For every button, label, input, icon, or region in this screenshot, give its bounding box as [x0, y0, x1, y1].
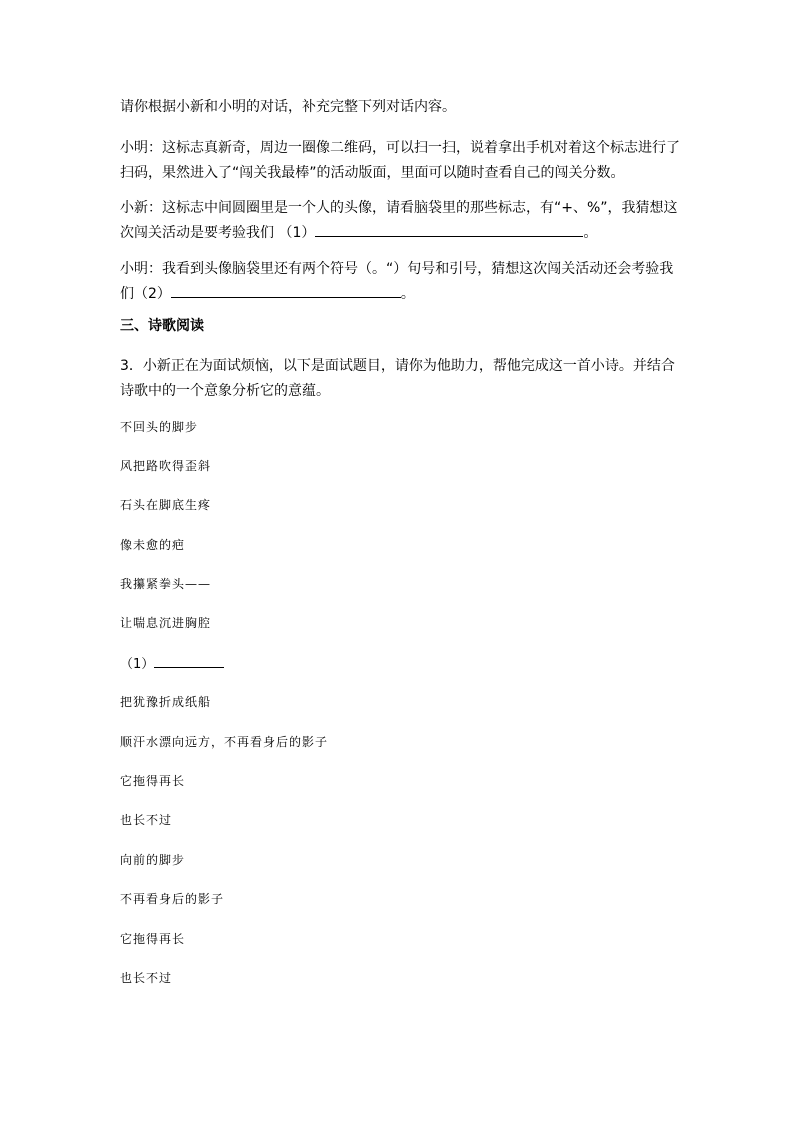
answer-blank-1[interactable] — [315, 222, 583, 237]
poem-answer-blank[interactable] — [154, 654, 224, 668]
blank-prefix: 们（2） — [120, 286, 171, 302]
poem-line: 也长不过 — [120, 813, 173, 827]
question-3 — [120, 354, 680, 404]
dialogue-line-with-blank — [120, 221, 680, 246]
dialogue-line: 小新：这标志中间圆圈里是一个人的头像，请看脑袋里的那些标志，有“+、%”，我猜想这 — [120, 200, 678, 216]
poem-line: 向前的脚步 — [120, 853, 186, 867]
poem-line: 顺汗水漂向远方，不再看身后的影子 — [120, 735, 329, 749]
dialogue-line-with-blank — [120, 282, 680, 307]
document-page — [120, 0, 680, 1123]
dialogue-xiaoming-2 — [120, 257, 680, 307]
question-line: 诗歌中的一个意象分析它的意蕴。 — [120, 383, 330, 399]
dialogue-line: 小明：这标志真新奇，周边一圈像二维码，可以扫一扫，说着拿出手机对着这个标志进行了 — [120, 140, 680, 156]
poem-line: 让喘息沉进胸腔 — [120, 616, 212, 630]
answer-blank-2[interactable] — [171, 283, 401, 298]
poem-line: 也长不过 — [120, 971, 173, 985]
intro-text: 请你根据小新和小明的对话，补充完整下列对话内容。 — [120, 99, 456, 115]
dialogue-line: 扫码，果然进入了“闯关我最棒”的活动版面，里面可以随时查看自己的闯关分数。 — [120, 165, 625, 181]
blank-suffix: 。 — [400, 286, 415, 302]
section-heading: 三、诗歌阅读 — [120, 318, 204, 334]
blank-suffix: 。 — [583, 225, 598, 241]
poem-line: 不再看身后的影子 — [120, 892, 225, 906]
dialogue-line: 小明：我看到头像脑袋里还有两个符号（。“）句号和引号，猜想这次闯关活动还会考验我 — [120, 261, 674, 277]
poem-line: 像未愈的疤 — [120, 538, 186, 552]
poem-line: 它拖得再长 — [120, 774, 186, 788]
dialogue-xiaoming-1 — [120, 136, 680, 186]
blank-prefix: 次闯关活动是要考验我们 （1） — [120, 225, 316, 241]
poem-blank-label: （1） — [120, 657, 155, 672]
poem-line: 它拖得再长 — [120, 932, 186, 946]
poem-blank-line — [120, 654, 224, 674]
intro-instruction — [120, 95, 680, 120]
poem-line: 风把路吹得歪斜 — [120, 459, 212, 473]
question-line: 3．小新正在为面试烦恼，以下是面试题目，请你为他助力，帮他完成这一首小诗。并结合 — [120, 358, 675, 374]
poem-line: 我攥紧拳头—— — [120, 577, 212, 591]
poem-line: 不回头的脚步 — [120, 420, 199, 434]
dialogue-xiaoxin-1 — [120, 196, 680, 246]
poem-line: 把犹豫折成纸船 — [120, 695, 212, 709]
poem-line: 石头在脚底生疼 — [120, 498, 212, 512]
